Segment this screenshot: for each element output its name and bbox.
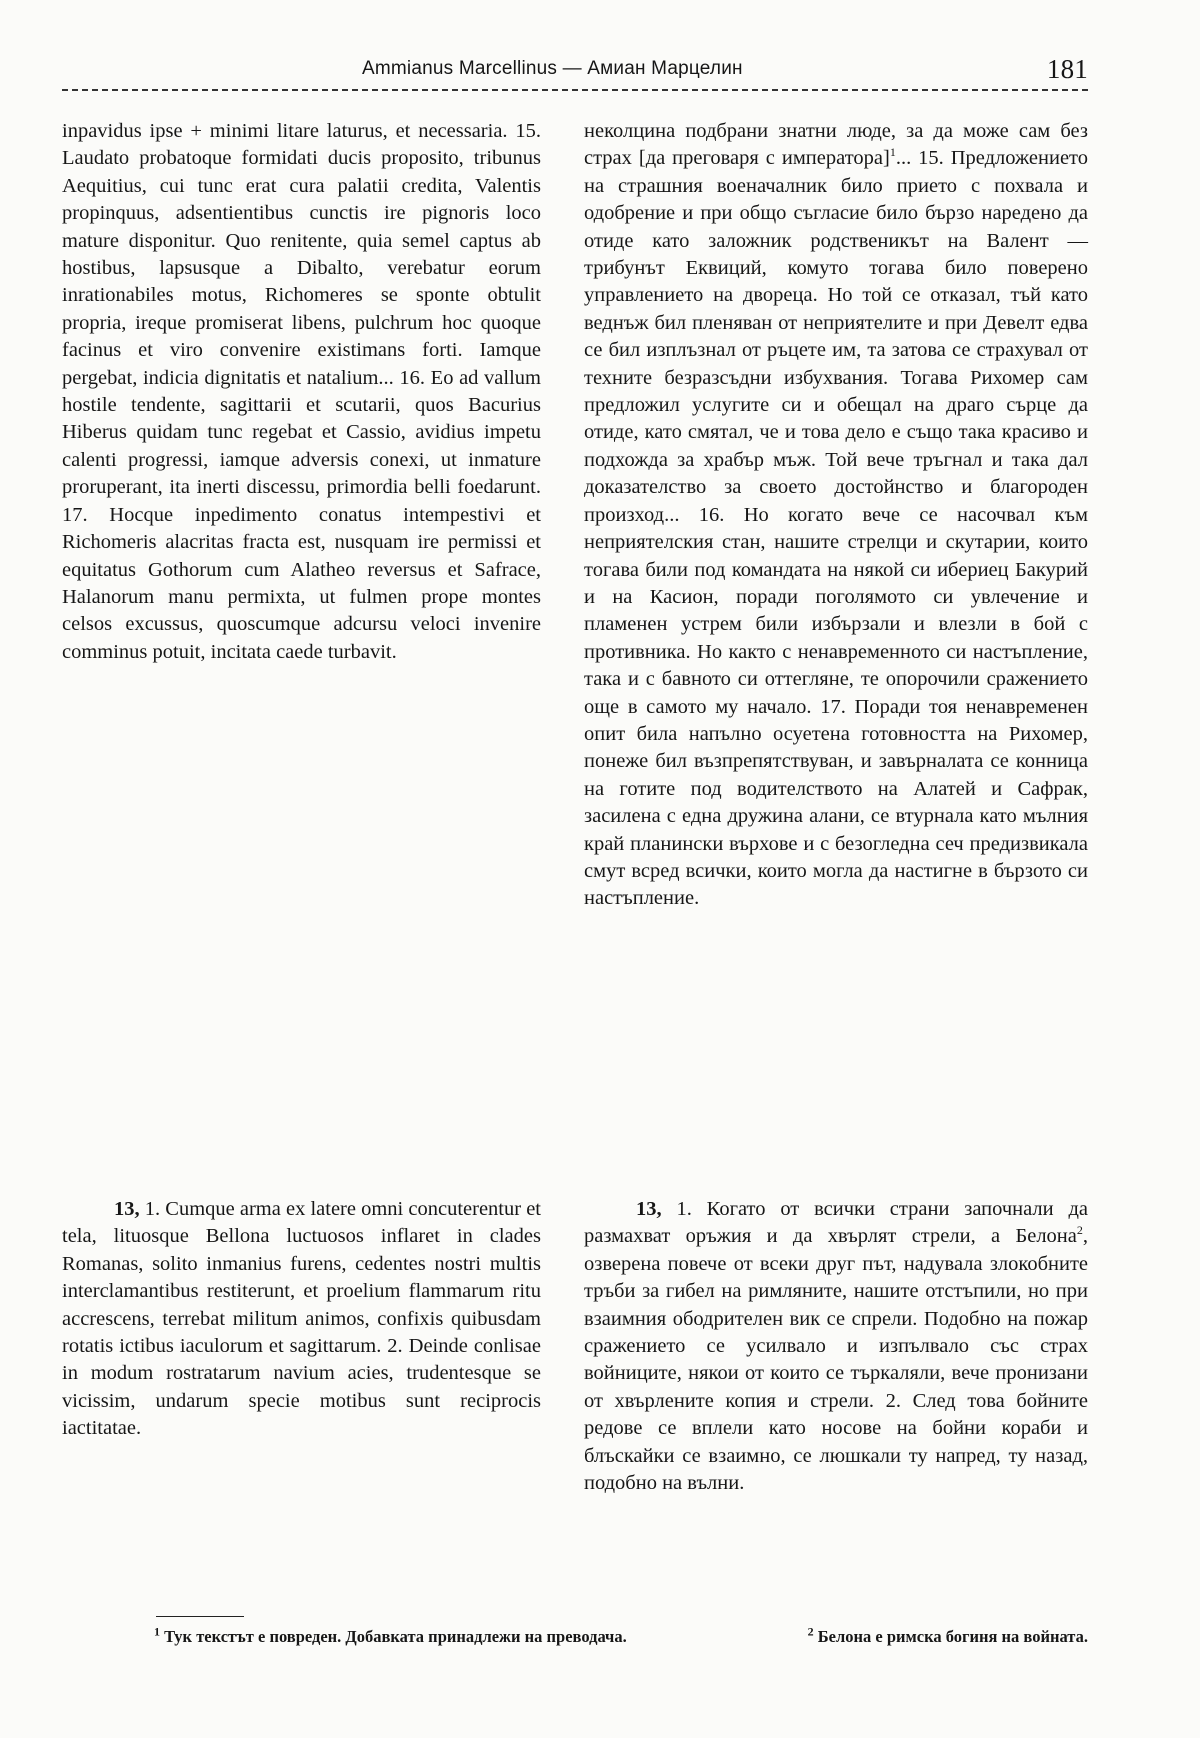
footnote-2 (808, 1625, 1088, 1649)
running-title: Ammianus Marcellinus — Амиан Марцелин (362, 58, 743, 79)
section-number: 13, (114, 1198, 140, 1220)
running-header (62, 54, 1088, 86)
footnote-mark: 1 (154, 1624, 160, 1639)
latin-paragraph-13 (62, 1196, 541, 1443)
bulgarian-column-top (584, 118, 1088, 913)
footnotes (62, 1625, 1088, 1649)
footnote-text: Тук текстът е повреден. Добавката принадлежи на преводача. (160, 1627, 627, 1646)
footnote-rule (156, 1616, 244, 1617)
latin-text: 1. Cumque arma ex latere omni concuterentur et tela, lituosque Bellona luctuosos inflaret in clades Romanas, solito inmanius furens, cedentes nostri multis interclamantibus restiterunt, et proelium flammarum ritu accrescens, terrebat militum animos, confixis quibusdam rotatis ictibus iaculorum et sagittarum. 2. Deinde conlisae in modum rostratarum navium acies, trudentesque se vicissim, undarum specie motibus sunt reciprocis iactitatae. (62, 1198, 541, 1440)
footnote-mark: 2 (807, 1624, 814, 1639)
header-rule (62, 89, 1088, 91)
page-number: 181 (1046, 54, 1088, 84)
bulgarian-text: , озверена повече от всеки друг път, надувала злокобните тръби за гибел на римляните, нашите отстъпили, но при взаимния ободрителен вик се спрели. Подобно на пожар сражението се усилвало и изпълвало със страх войниците, някои от които се търкаляли, вече пронизани от хвърлените копия и стрели. 2. След това бойните редове се вплели като носове на бойни кораби и блъскайки се взаимно, се люшкали ту напред, ту назад, подобно на вълни. (584, 1225, 1088, 1495)
footnote-ref-2: 2 (1076, 1223, 1083, 1238)
footnote-1 (154, 1625, 627, 1649)
footnote-ref-1: 1 (889, 145, 896, 160)
bulgarian-text: неколцина подбрани знатни люде, за да може сам без страх [да преговаря с императора] (584, 120, 1088, 170)
bulgarian-paragraph-13 (584, 1196, 1088, 1497)
latin-column-bottom (62, 1196, 541, 1443)
latin-column-top (62, 118, 541, 666)
bulgarian-column-bottom (584, 1196, 1088, 1497)
bulgarian-text: ... 15. Предложението на страшния военачалник било прието с похвала и одобрение и при общо съгласие било бързо наредено да отиде като заложник родственикът на Валент — трибунът Еквиций, комуто тогава било поверено управлението на двореца. Но той се отказал, тъй като веднъж бил пленяван от неприятелите и при Девелт едва се бил изплъзнал от ръцете им, та затова се страхувал от техните безразсъдни избухвания. Тогава Рихомер сам предложил услугите си и обещал на драго сърце да отиде, като смятал, че и това дело е също така красиво и подхожда за храбър мъж. Той вече тръгнал и така дал доказателство за своето достойнство и благороден произход... 16. Но когато вече се насочвал към неприятелския стан, нашите стрелци и скутарии, които тогава били под командата на някой си ибериец Бакурий и на Касион, поради поголямото си увлечение и пламенен устрем били избързали и влезли в бой с противника. Но както с ненавременното си настъпление, така и с бавното си оттегляне, те опорочили сражението още в самото му начало. 17. Поради тоя ненавременен опит била напълно осуетена готовността на Рихомер, понеже бил възпрепятствуван, и завърналата се конница на готите под водителството на Алатей и Сафрак, засилена с една дружина алани, се втурнала като мълния край планински върхове и с безогледна сеч предизвикала смут всред всички, които могла да настигне в бързото си настъпление. (584, 147, 1088, 910)
footnote-text: Белона е римска богиня на войната. (813, 1627, 1088, 1646)
section-number: 13, (636, 1198, 662, 1220)
latin-paragraph-12: inpavidus ipse + minimi litare laturus, et necessaria. 15. Laudato probatoque formidati ducis proposito, tribunus Aequitius, cui tunc erat cura palatii credita, Valentis propinquus, adsentientibus cunctis ire pignoris loco mature disponitur. Quo renitente, quia semel captus ab hostibus, lapsusque a Dibalto, verebatur eorum inrationabiles motus, Richomeres se sponte obtulit propria, ireque promiserat libens, pulchrum hoc quoque facinus et viro convenire existimans forti. Iamque pergebat, indicia dignitatis et natalium... 16. Eo ad vallum hostile tendente, sagittarii et scutarii, quos Bacurius Hiberus quidam tunc regebat et Cassio, avidius impetu calenti progressi, iamque adversis conexi, ut inmature proruperant, ita inerti discessu, primordia belli foedarunt. 17. Hocque inpedimento conatus intempestivi et Richomeris alacritas fracta est, nusquam ire permissi et equitatus Gothorum cum Alatheo reversus et Safrace, Halanorum manu permixta, ut fulmen prope montes celsos excussus, quoscumque adcursu veloci invenire comminus potuit, incitata caede turbavit. (62, 120, 541, 663)
bulgarian-paragraph-12 (584, 118, 1088, 913)
bulgarian-text: 1. Когато от всички страни започнали да размахват оръжия и да хвърлят стрели, а Белона (584, 1198, 1088, 1248)
